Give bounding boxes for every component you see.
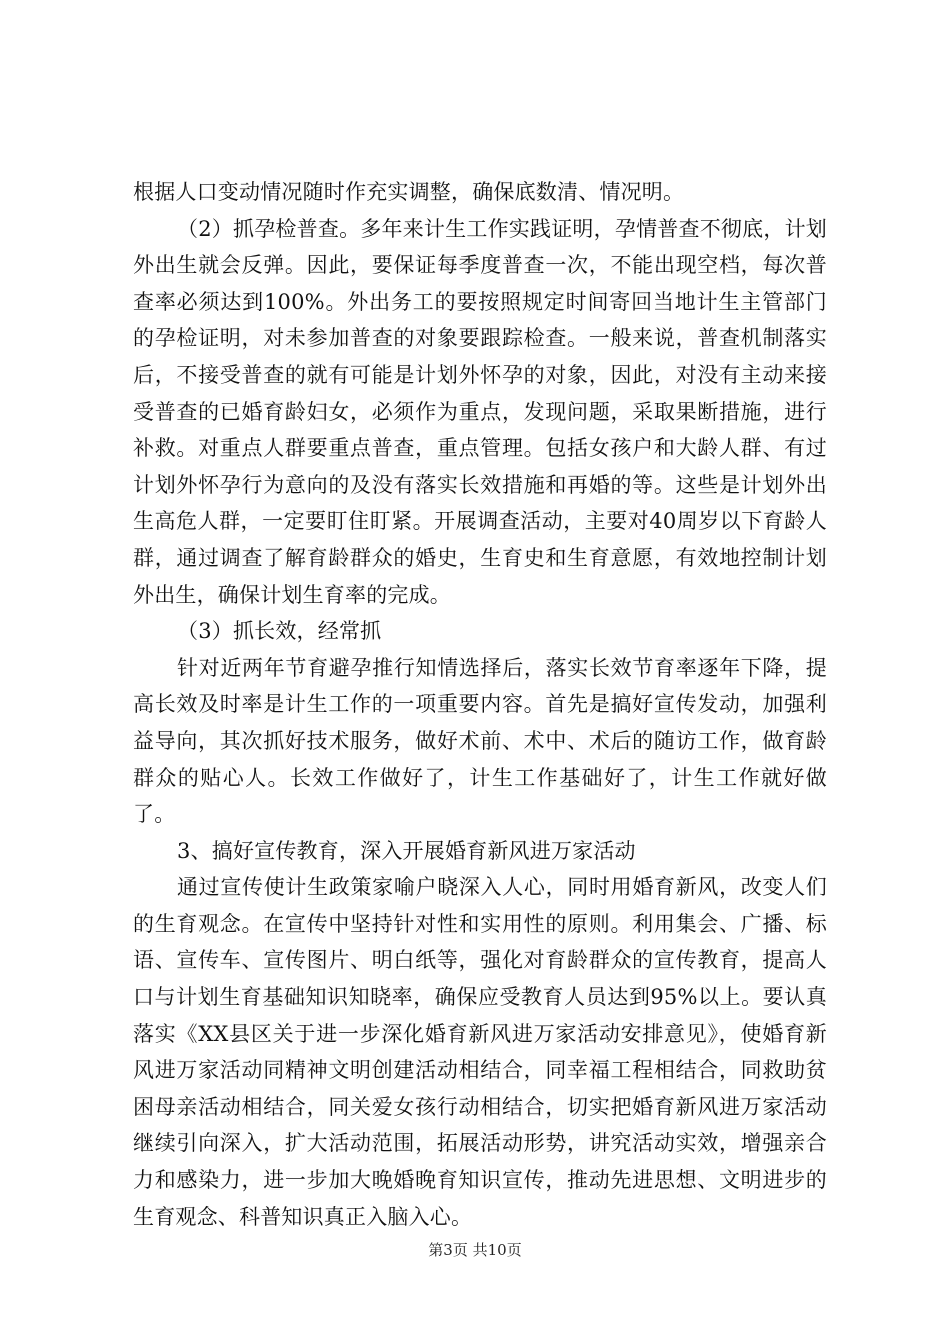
paragraph-pregnancy-check: （2）抓孕检普查。多年来计生工作实践证明，孕情普查不彻底，计划外出生就会反弹。因此，要保证每季度普查一次，不能出现空档，每次普查率必须达到100%。外出务工的要按照规定时间寄回当地计生主管部门的孕检证明，对未参加普查的对象要跟踪检查。一般来说，普查机制落实后，不接受普查的就有可能是计划外怀孕的对象，因此，对没有主动来接受普查的已婚育龄妇女，必须作为重点，发现问题，采取果断措施，进行补救。对重点人群要重点普查，重点管理。包括女孩户和大龄人群、有过计划外怀孕行为意向的及没有落实长效措施和再婚的等。这些是计划外出生高危人群，一定要盯住盯紧。开展调查活动，主要对40周岁以下育龄人群，通过调查了解育龄群众的婚史，生育史和生育意愿，有效地控制计划外出生，确保计划生育率的完成。 [133, 216, 827, 607]
paragraph-continuation: 根据人口变动情况随时作充实调整，确保底数清、情况明。 [133, 180, 685, 204]
subheading-long-term: （3）抓长效，经常抓 [177, 619, 382, 644]
paragraph-publicity: 通过宣传使计生政策家喻户晓深入人心，同时用婚育新风，改变人们的生育观念。在宣传中坚持针对性和实用性的原则。利用集会、广播、标语、宣传车、宣传图片、明白纸等，强化对育龄群众的宣传教育，提高人口与计划生育基础知识知晓率，确保应受教育人员达到95%以上。要认真落实《XX县区关于进一步深化婚育新风进万家活动安排意见》，使婚育新风进万家活动同精神文明创建活动相结合，同幸福工程相结合，同救助贫困母亲活动相结合，同关爱女孩行动相结合，切实把婚育新风进万家活动继续引向深入，扩大活动范围，拓展活动形势，讲究活动实效，增强亲合力和感染力，进一步加大晚婚晚育知识宣传，推动先进思想、文明进步的生育观念、科普知识真正入脑入心。 [133, 875, 827, 1229]
page-footer: 第3页 共10页 [428, 1241, 522, 1259]
document-body [133, 174, 827, 1235]
subheading-publicity: 3、搞好宣传教育，深入开展婚育新风进万家活动 [177, 838, 636, 863]
paragraph-long-term: 针对近两年节育避孕推行知情选择后，落实长效节育率逐年下降，提高长效及时率是计生工作的一项重要内容。首先是搞好宣传发动，加强利益导向，其次抓好技术服务，做好术前、术中、术后的随访工作，做育龄群众的贴心人。长效工作做好了，计生工作基础好了，计生工作就好做了。 [133, 655, 827, 827]
